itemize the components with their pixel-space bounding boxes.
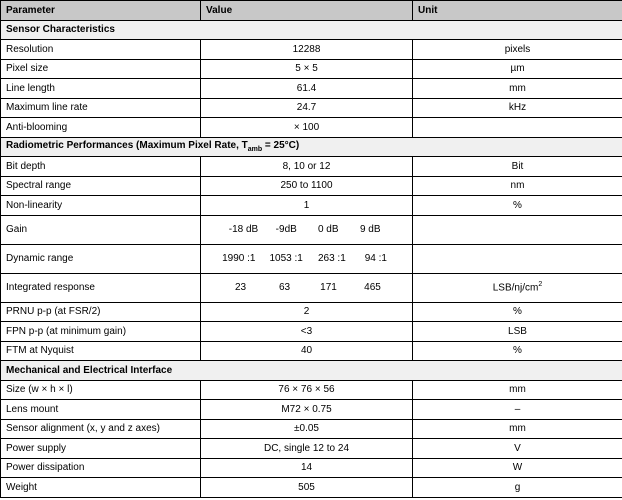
value-cell: 76 × 76 × 56	[201, 380, 413, 400]
section-title-end: = 25°C)	[262, 140, 300, 152]
table-row	[1, 400, 622, 420]
header-row	[1, 1, 622, 21]
value-cell: <3	[201, 322, 413, 342]
table-row	[1, 419, 622, 439]
value-cell: 12288	[201, 40, 413, 60]
param-cell: Dynamic range	[1, 244, 201, 273]
dynamic-value: 1053 :1	[269, 253, 303, 264]
unit-cell: kHz	[413, 98, 622, 118]
table-row	[1, 273, 622, 302]
header-value: Value	[201, 1, 413, 21]
integrated-value: 465	[364, 282, 381, 293]
unit-cell: mm	[413, 79, 622, 99]
param-cell: Pixel size	[1, 59, 201, 79]
gain-value: 9 dB	[359, 224, 381, 235]
unit-cell: LSB	[413, 322, 622, 342]
unit-cell: –	[413, 400, 622, 420]
unit-cell: pixels	[413, 40, 622, 60]
param-cell: Weight	[1, 478, 201, 498]
unit-cell: µm	[413, 59, 622, 79]
param-cell: Spectral range	[1, 176, 201, 196]
param-cell: Bit depth	[1, 157, 201, 177]
unit-cell: V	[413, 439, 622, 459]
table-row	[1, 215, 622, 244]
header-unit: Unit	[413, 1, 622, 21]
value-cell: 61.4	[201, 79, 413, 99]
param-cell: Power dissipation	[1, 458, 201, 478]
table-row	[1, 244, 622, 273]
param-cell: Power supply	[1, 439, 201, 459]
gain-value: -9dB	[275, 224, 297, 235]
value-cell: 8, 10 or 12	[201, 157, 413, 177]
table-row	[1, 439, 622, 459]
value-cell: 505	[201, 478, 413, 498]
value-cell: 5 × 5	[201, 59, 413, 79]
param-cell: Gain	[1, 215, 201, 244]
param-cell: Maximum line rate	[1, 98, 201, 118]
integrated-value: 171	[320, 282, 337, 293]
dynamic-value: 94 :1	[364, 253, 387, 264]
unit-cell	[413, 215, 622, 244]
unit-cell	[413, 244, 622, 273]
table-row	[1, 380, 622, 400]
unit-cell: %	[413, 302, 622, 322]
unit-cell: %	[413, 196, 622, 216]
value-cell: M72 × 0.75	[201, 400, 413, 420]
value-cell: × 100	[201, 118, 413, 138]
param-cell: FTM at Nyquist	[1, 341, 201, 361]
value-cell: 250 to 1100	[201, 176, 413, 196]
table-row	[1, 59, 622, 79]
gain-value: -18 dB	[228, 224, 259, 235]
integrated-values	[206, 282, 407, 293]
section-title	[1, 137, 622, 157]
table-row	[1, 118, 622, 138]
param-cell: Sensor alignment (x, y and z axes)	[1, 419, 201, 439]
table-row	[1, 196, 622, 216]
dynamic-values	[206, 253, 407, 264]
dynamic-value: 1990 :1	[222, 253, 256, 264]
value-cell	[201, 215, 413, 244]
gain-values	[206, 224, 407, 235]
param-cell: Resolution	[1, 40, 201, 60]
value-cell: 2	[201, 302, 413, 322]
dynamic-value: 263 :1	[317, 253, 346, 264]
integrated-value: 63	[278, 282, 291, 293]
unit-cell: nm	[413, 176, 622, 196]
table-row	[1, 478, 622, 498]
unit-cell: g	[413, 478, 622, 498]
value-cell	[201, 244, 413, 273]
unit-cell	[413, 273, 622, 302]
section-title: Sensor Characteristics	[1, 20, 622, 40]
unit-sup: 2	[538, 281, 543, 289]
unit-cell: Bit	[413, 157, 622, 177]
param-cell: Integrated response	[1, 273, 201, 302]
table-row	[1, 157, 622, 177]
section-title-main: Radiometric Performances (Maximum Pixel Rate, T	[6, 140, 248, 152]
section-header	[1, 137, 622, 157]
table-row	[1, 79, 622, 99]
value-cell: 24.7	[201, 98, 413, 118]
param-cell: Size (w × h × l)	[1, 380, 201, 400]
param-cell: Lens mount	[1, 400, 201, 420]
param-cell: Non-linearity	[1, 196, 201, 216]
table-row	[1, 322, 622, 342]
section-header	[1, 20, 622, 40]
param-cell: Anti-blooming	[1, 118, 201, 138]
unit-cell: W	[413, 458, 622, 478]
table-row	[1, 40, 622, 60]
table-row	[1, 98, 622, 118]
table-row	[1, 341, 622, 361]
unit-cell: mm	[413, 380, 622, 400]
param-cell: Line length	[1, 79, 201, 99]
gain-value: 0 dB	[317, 224, 339, 235]
section-title-sub: amb	[247, 146, 263, 154]
param-cell: PRNU p-p (at FSR/2)	[1, 302, 201, 322]
value-cell	[201, 273, 413, 302]
value-cell: ±0.05	[201, 419, 413, 439]
table-row	[1, 302, 622, 322]
value-cell: 1	[201, 196, 413, 216]
param-cell: FPN p-p (at minimum gain)	[1, 322, 201, 342]
unit-cell: %	[413, 341, 622, 361]
section-title: Mechanical and Electrical Interface	[1, 361, 622, 381]
section-header	[1, 361, 622, 381]
unit-cell	[413, 118, 622, 138]
value-cell: 14	[201, 458, 413, 478]
value-cell: 40	[201, 341, 413, 361]
unit-main: LSB/nj/cm	[492, 282, 539, 294]
header-parameter: Parameter	[1, 1, 201, 21]
table-row	[1, 458, 622, 478]
table-row	[1, 176, 622, 196]
unit-cell: mm	[413, 419, 622, 439]
value-cell: DC, single 12 to 24	[201, 439, 413, 459]
integrated-value: 23	[234, 282, 247, 293]
